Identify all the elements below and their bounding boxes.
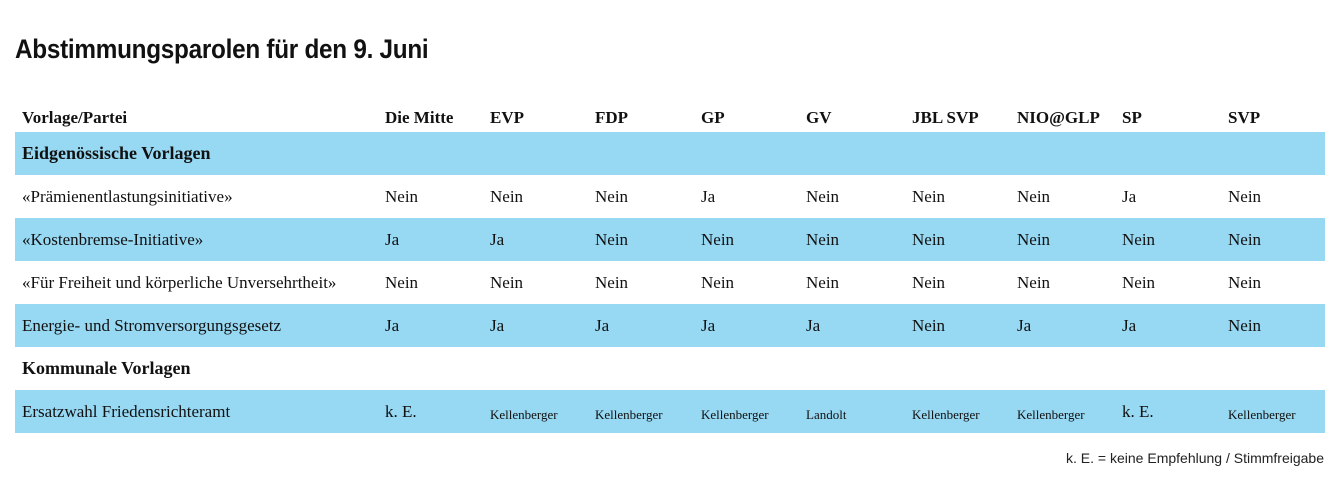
table-cell: Nein	[806, 272, 840, 292]
table-cell: k. E.	[385, 401, 417, 421]
table-cell: Landolt	[806, 406, 847, 422]
table-cell: Ja	[806, 315, 821, 335]
column-header: SP	[1122, 108, 1142, 127]
section-heading	[15, 347, 1325, 390]
table-cell: Nein	[912, 186, 946, 206]
table-cell: Nein	[595, 186, 629, 206]
table-cell: Nein	[595, 272, 629, 292]
table-cell: Nein	[1228, 272, 1262, 292]
table-cell: Nein	[490, 186, 524, 206]
column-header: GV	[806, 108, 832, 127]
table-cell: Ja	[595, 315, 610, 335]
table-cell: Kellenberger	[1228, 406, 1296, 422]
table-cell: Ja	[1017, 315, 1032, 335]
table-row	[15, 261, 1325, 304]
table-cell: Ja	[701, 315, 716, 335]
table-cell: Nein	[912, 229, 946, 249]
table-row	[15, 390, 1325, 433]
table-cell: Ja	[701, 186, 716, 206]
table-header	[15, 98, 1325, 132]
table-cell: Nein	[490, 272, 524, 292]
column-header: FDP	[595, 108, 629, 127]
row-label: Ersatzwahl Friedensrichteramt	[22, 401, 231, 421]
column-header: EVP	[490, 108, 524, 127]
table-cell: Nein	[1228, 186, 1262, 206]
table-row	[15, 175, 1325, 218]
section-label: Kommunale Vorlagen	[22, 358, 191, 378]
table-cell: Ja	[490, 229, 505, 249]
table-cell: Nein	[385, 272, 419, 292]
row-label: «Kostenbremse-Initiative»	[22, 229, 204, 249]
column-header: JBL SVP	[912, 108, 979, 127]
column-header: NIO@GLP	[1017, 108, 1100, 127]
table-cell: Nein	[806, 186, 840, 206]
table-cell: k. E.	[1122, 401, 1154, 421]
table-cell: Kellenberger	[595, 406, 663, 422]
table-cell: Ja	[490, 315, 505, 335]
table-cell: Nein	[1228, 315, 1262, 335]
table-cell: Nein	[1122, 272, 1156, 292]
column-header: Vorlage/Partei	[22, 108, 128, 127]
table-row	[15, 304, 1325, 347]
table-cell: Nein	[912, 315, 946, 335]
table-cell: Nein	[1122, 229, 1156, 249]
section-heading	[15, 132, 1325, 175]
section-label: Eidgenössische Vorlagen	[22, 143, 211, 163]
table-cell: Ja	[1122, 186, 1137, 206]
table-cell: Nein	[806, 229, 840, 249]
table-cell: Nein	[701, 229, 735, 249]
footnote: k. E. = keine Empfehlung / Stimmfreigabe	[1066, 450, 1324, 466]
table-cell: Kellenberger	[912, 406, 980, 422]
voting-table	[15, 98, 1325, 433]
table-cell: Nein	[1017, 272, 1051, 292]
table-cell: Ja	[1122, 315, 1137, 335]
table-cell: Nein	[701, 272, 735, 292]
table-cell: Kellenberger	[1017, 406, 1085, 422]
table-cell: Kellenberger	[701, 406, 769, 422]
table-cell: Nein	[1017, 186, 1051, 206]
column-header: SVP	[1228, 108, 1261, 127]
row-label: Energie- und Stromversorgungsgesetz	[22, 315, 282, 335]
table-row	[15, 218, 1325, 261]
table-cell: Nein	[1017, 229, 1051, 249]
row-label: «Prämienentlastungsinitiative»	[22, 186, 233, 206]
table-cell: Nein	[1228, 229, 1262, 249]
column-header: Die Mitte	[385, 108, 454, 127]
column-header: GP	[701, 108, 725, 127]
table-cell: Nein	[595, 229, 629, 249]
table-cell: Nein	[385, 186, 419, 206]
table-cell: Ja	[385, 315, 400, 335]
table-cell: Ja	[385, 229, 400, 249]
page-title: Abstimmungsparolen für den 9. Juni	[15, 34, 429, 64]
table-cell: Nein	[912, 272, 946, 292]
row-label: «Für Freiheit und körperliche Unversehrtheit»	[22, 272, 337, 292]
table-cell: Kellenberger	[490, 406, 558, 422]
